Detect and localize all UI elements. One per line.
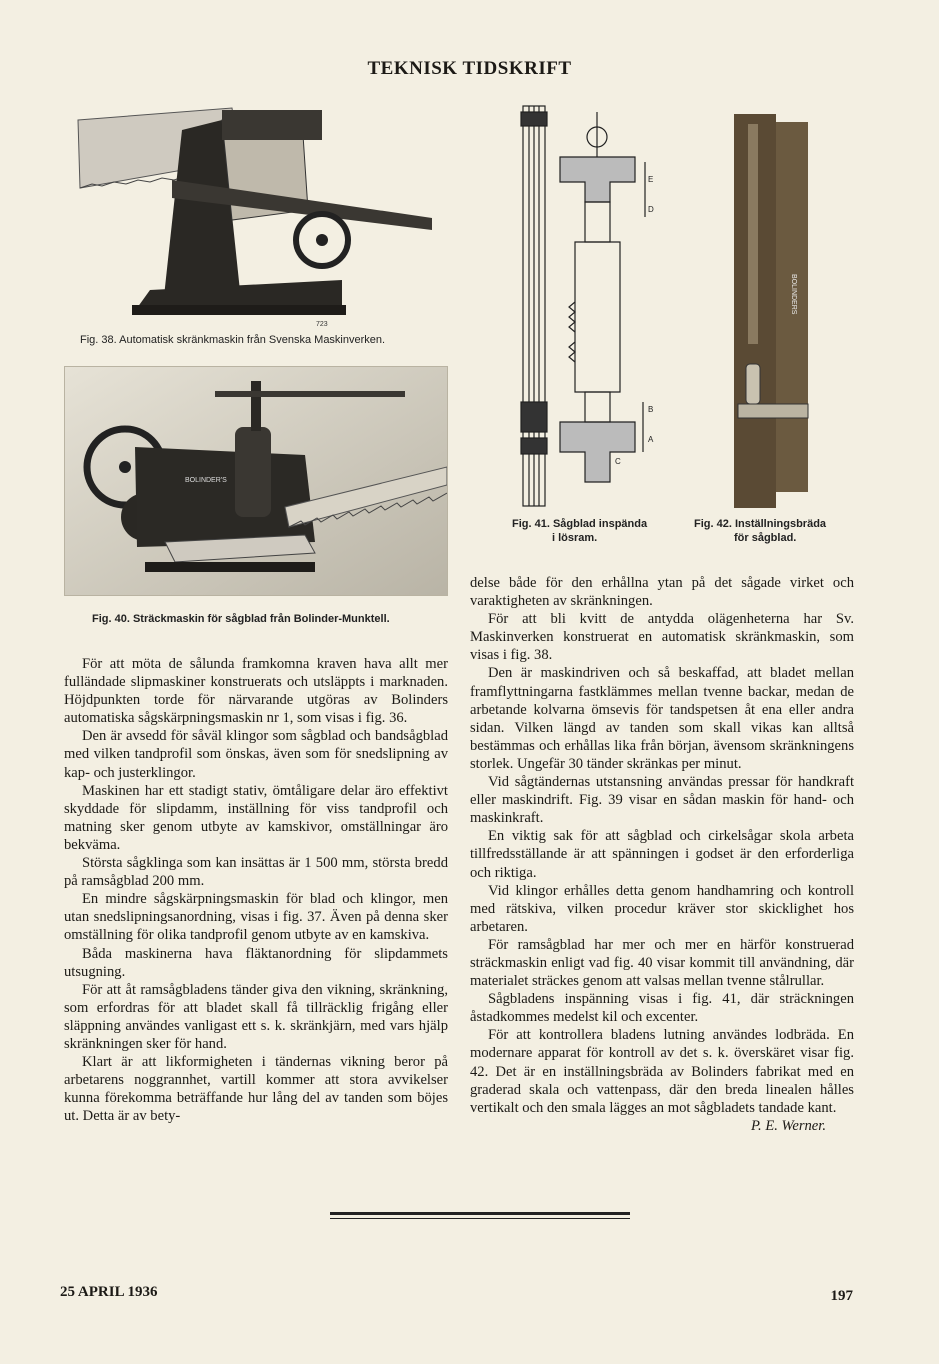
- figure-42-brand: BOLINDERS: [790, 274, 797, 315]
- paragraph: Klart är att likformigheten i tändernas vikning beror på arbetarens noggrannhet, vartill kommer att stora avvikelser kunna förekomma beträffande hur lång del av tanden som böjes ut. Detta är av bety-: [64, 1054, 448, 1125]
- figure-41-label-c: C: [615, 457, 621, 466]
- paragraph: En viktig sak för att sågblad och cirkelsågar skola arbeta tillfredsställande är att spänningen i godset är den erforderliga och riktiga.: [470, 828, 854, 881]
- paragraph: För ramsågblad har mer och mer en härför konstruerad sträckmaskin enligt vad fig. 40 visar kommit till användning, där materialet sträckes genom att valsas mellan tvenne stålrullar.: [470, 936, 854, 990]
- paragraph: Den är maskindriven och så beskaffad, att bladet mellan framflyttningarna fastklämmes mellan tvenne backar, medan de arbetande kolvarna ömsevis för tandspetsen åt ena eller andra sidan. Vilken längd av tanden som skall vikas kan alltså bestämmas och erhållas lika från början, ävensom skränkningens storlek. Ungefär 30 tänder skränkas per minut.: [470, 665, 854, 772]
- figure-42-caption: [694, 517, 826, 545]
- figure-41-caption: [512, 517, 647, 545]
- figure-38-image: [72, 100, 444, 328]
- figure-41-caption-line1: Fig. 41. Sågblad inspända: [512, 518, 648, 530]
- saw-stretching-machine-illustration: [65, 367, 447, 595]
- figure-41-caption-line2: i lösram.: [552, 532, 598, 544]
- author-signature: P. E. Werner.: [751, 1117, 826, 1134]
- paragraph: För att kontrollera bladens lutning användes lodbräda. En modernare apparat för kontroll av det s. k. överskäret visar fig. 42. Det är en inställningsbräda av Bolinders fabrikat med en graderad skala och vattenpass, där den breda linealen hålles vertikalt och den smala lägges an mot sågbladets tandade kant.: [470, 1027, 854, 1116]
- saw-setting-machine-illustration: [72, 100, 444, 328]
- paragraph: Maskinen har ett stadigt stativ, ömtåligare delar äro effektivt skyddade för slipdamm, inställning för viss tandprofil och matning sker genom utbyte av kamskivor, omställningar äro bekväma.: [64, 782, 448, 853]
- setting-board-illustration: [730, 114, 812, 508]
- paragraph: delse både för den erhållna ytan på det sågade virket och varaktigheten av skränkningen.: [470, 575, 854, 610]
- figure-41-label-a: A: [648, 435, 654, 444]
- figure-38-plate-number: 723: [316, 321, 328, 328]
- journal-title: TEKNISK TIDSKRIFT: [367, 58, 572, 79]
- figure-42-caption-line2: för sågblad.: [734, 532, 797, 544]
- paragraph: Vid sågtändernas utstansning användas pressar för handkraft eller maskindrift. Fig. 39 visar en sådan maskin för hand- och maskinkraft.: [470, 774, 854, 827]
- left-column: [64, 655, 448, 1125]
- paragraph: För att bli kvitt de antydda olägenheterna har Sv. Maskinverken konstruerat en automatisk skränkmaskin, som visas i fig. 38.: [470, 611, 854, 664]
- right-column: [470, 574, 854, 1135]
- figure-42-image: [730, 114, 812, 508]
- paragraph: För att möta de sålunda framkomna kraven hava allt mer fulländade slipmaskiner konstruerats och utsläppts i marknaden. Höjdpunkten torde för närvarande utgöras av Bolinders automatiska sågskärpningsmaskin nr 1, som visas i fig. 36.: [64, 656, 448, 727]
- section-divider: [330, 1212, 630, 1215]
- paragraph: En mindre sågskärpningsmaskin för blad och klingor, men utan snedslipningsanordning, visas i fig. 37. Även på denna sker omställning för olika tandprofil genom utbyte av en kamskiva.: [64, 891, 448, 944]
- figure-40-image: [64, 366, 448, 596]
- saw-blade-frame-drawing: [515, 102, 675, 510]
- figure-42-caption-line1: Fig. 42. Inställningsbräda: [694, 518, 827, 530]
- paragraph: Båda maskinerna hava fläktanordning för slipdammets utsugning.: [64, 945, 448, 980]
- paragraph: Största sågklinga som kan insättas är 1 500 mm, största bredd på ramsågblad 200 mm.: [64, 855, 448, 890]
- figure-41-diagram: [515, 102, 675, 510]
- paragraph: Vid klingor erhålles detta genom handhamring och kontroll med rätskiva, vilken procedur kräver stor skicklighet hos arbetaren.: [470, 882, 854, 935]
- figure-41-label-d: D: [648, 205, 654, 214]
- figure-41-label-b: B: [648, 405, 654, 414]
- issue-date: 25 APRIL 1936: [60, 1284, 158, 1300]
- figure-40-caption: Fig. 40. Sträckmaskin för sågblad från Bolinder-Munktell.: [92, 613, 390, 625]
- paragraph: För att åt ramsågbladens tänder giva den vikning, skränkning, som erfordras för att bladet skall få tillräcklig frigång eller släppning användes vanligast ett s. k. skränkjärn, med vars hjälp skränkningen sker för hand.: [64, 981, 448, 1052]
- figure-40-brand: BOLINDER'S: [185, 477, 227, 484]
- paragraph: Sågbladens inspänning visas i fig. 41, där sträckningen åstadkommes medelst kil och excenter.: [470, 991, 854, 1026]
- figure-41-label-e: E: [648, 175, 654, 184]
- paragraph: Den är avsedd för såväl klingor som sågblad och bandsågblad med vilken tandprofil som önskas, även som för snedslipning av kap- och justerklingor.: [64, 728, 448, 781]
- section-divider: [330, 1218, 630, 1219]
- figure-38-caption: Fig. 38. Automatisk skränkmaskin från Svenska Maskinverken.: [80, 334, 386, 346]
- page-number: 197: [830, 1288, 853, 1304]
